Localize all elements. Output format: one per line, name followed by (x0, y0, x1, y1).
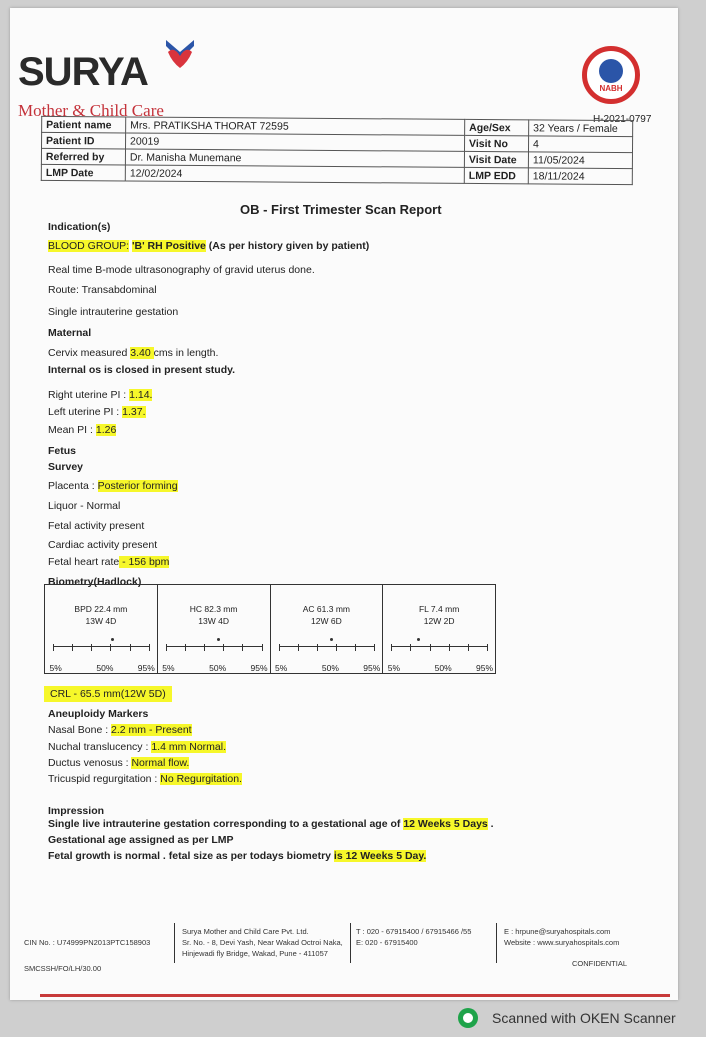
cardiac-activity-line: Cardiac activity present (48, 539, 158, 551)
fetus-heading: Fetus (48, 445, 77, 457)
patient-name: Mrs. PRATIKSHA THORAT 72595 (126, 117, 465, 135)
scale-tick (223, 644, 224, 651)
indications-heading: Indication(s) (48, 221, 111, 233)
percentile-scale (166, 646, 262, 647)
percentile-label: 95% (137, 663, 155, 673)
cin-number: CIN No. : U74999PN2013PTC158903 (24, 938, 151, 947)
tricuspid-line: Tricuspid regurgitation : No Regurgitation. (48, 773, 242, 785)
biometry-value: HC 82.3 mm 13W 4D (189, 604, 238, 626)
patient-id-label: Patient ID (42, 132, 126, 149)
report-title: OB - First Trimester Scan Report (240, 202, 442, 217)
placenta-line: Placenta : Posterior forming (48, 480, 178, 492)
brand-subtitle: Mother & Child Care (18, 101, 164, 120)
contact-web: E : hrpune@suryahospitals.com Website : www.suryahospitals.com (504, 927, 620, 947)
scale-tick (53, 644, 54, 651)
impression-line-1: Single live intrauterine gestation corresponding to a gestational age of 12 Weeks 5 Days . (48, 818, 494, 830)
biometry-cell (45, 585, 158, 673)
scale-tick (149, 644, 150, 651)
percentile-marker (217, 638, 220, 641)
visit-date-label: Visit Date (464, 151, 528, 167)
percentile-label: 50% (434, 663, 452, 673)
scale-tick (185, 644, 186, 651)
patient-info-table (41, 116, 633, 185)
lmp-date: 12/02/2024 (125, 165, 464, 183)
report-page (10, 8, 678, 1000)
realtime-line: Real time B-mode ultrasonography of gravid uterus done. (48, 264, 315, 276)
biometry-cell (158, 585, 271, 673)
fetal-heart-rate-line: Fetal heart rate - 156 bpm (48, 556, 170, 568)
percentile-label: 5% (49, 663, 62, 673)
biometry-cell (383, 585, 495, 673)
impression-heading: Impression (48, 805, 105, 817)
scale-tick (430, 644, 431, 651)
percentile-label: 5% (274, 663, 288, 673)
aneuploidy-heading: Aneuploidy Markers (48, 708, 149, 720)
form-code: SMCSSH/FO/LH/30.00 (24, 964, 102, 973)
scale-tick (72, 644, 73, 651)
contact-phone: T : 020 - 67915400 / 67915466 /55 E: 020 - 67915400 (356, 927, 472, 947)
scale-tick (166, 644, 167, 651)
scale-tick (91, 644, 92, 651)
referred-by: Dr. Manisha Munemane (125, 149, 464, 167)
scale-tick (487, 644, 488, 651)
scale-tick (110, 644, 111, 651)
blood-group-line: BLOOD GROUP: 'B' RH Positive (As per history given by patient) (48, 240, 370, 252)
crl-line: CRL - 65.5 mm(12W 5D) (44, 686, 172, 702)
visit-date: 11/05/2024 (528, 152, 632, 169)
ductus-venosus-line: Ductus venosus : Normal flow. (48, 757, 190, 769)
nuchal-line: Nuchal translucency : 1.4 mm Normal. (48, 741, 226, 753)
nabh-emblem-icon (599, 59, 623, 83)
footer-stripe (40, 994, 670, 997)
percentile-label: 95% (475, 663, 493, 673)
scale-tick (410, 644, 411, 651)
percentile-label: 50% (321, 663, 339, 673)
scale-tick (204, 644, 205, 651)
percentile-label: 95% (250, 663, 268, 673)
scale-tick (374, 644, 375, 651)
percentile-scale (279, 646, 375, 647)
fetal-activity-line: Fetal activity present (48, 520, 145, 532)
percentile-label: 50% (96, 663, 114, 673)
scale-tick (336, 644, 337, 651)
scale-tick (355, 644, 356, 651)
mean-pi-line: Mean PI : 1.26 (48, 424, 117, 436)
nabh-seal: NABH (582, 46, 640, 104)
company-address: Surya Mother and Child Care Pvt. Ltd. Sr. No. - 8, Devi Yash, Near Wakad Octroi Naka, Hinjewadi fly Bridge, Wakad, Pune - 411057 (182, 927, 343, 958)
scanner-logo-icon (458, 1008, 478, 1028)
route-line: Route: Transabdominal (48, 284, 157, 296)
internal-os-line: Internal os is closed in present study. (48, 364, 236, 376)
percentile-scale (53, 646, 149, 647)
lmp-edd: 18/11/2024 (528, 168, 632, 185)
scanner-watermark: Scanned with OKEN Scanner (458, 1008, 676, 1028)
percentile-marker (330, 638, 333, 641)
impression-line-2: Gestational age assigned as per LMP (48, 834, 234, 846)
biometry-value: FL 7.4 mm 12W 2D (418, 604, 460, 626)
percentile-marker (417, 638, 420, 641)
scale-tick (449, 644, 450, 651)
blood-group-value: 'B' RH Positive (132, 240, 206, 252)
biometry-value: BPD 22.4 mm 13W 4D (74, 604, 128, 626)
visit-no-label: Visit No (464, 135, 528, 151)
nasal-bone-line: Nasal Bone : 2.2 mm - Present (48, 724, 192, 736)
heart-logo-icon (162, 36, 198, 70)
scale-tick (242, 644, 243, 651)
registration-number: H-2021-0797 (593, 114, 652, 125)
gestation-line: Single intrauterine gestation (48, 306, 179, 318)
cervix-line: Cervix measured 3.40 cms in length. (48, 347, 219, 359)
biometry-heading: Biometry(Hadlock) (48, 576, 142, 588)
scale-tick (391, 644, 392, 651)
percentile-label: 5% (387, 663, 401, 673)
right-pi-line: Right uterine PI : 1.14. (48, 389, 153, 401)
percentile-marker (111, 638, 114, 641)
impression-line-3: Fetal growth is normal . fetal size as per todays biometry is 12 Weeks 5 Day. (48, 850, 427, 862)
referred-by-label: Referred by (41, 148, 125, 165)
scale-tick (317, 644, 318, 651)
age-sex: 32 Years / Female (529, 120, 633, 137)
lmp-date-label: LMP Date (41, 164, 125, 181)
maternal-heading: Maternal (48, 327, 92, 339)
biometry-table (44, 584, 496, 674)
age-sex-label: Age/Sex (465, 119, 529, 135)
liquor-line: Liquor - Normal (48, 500, 121, 512)
confidential-label: CONFIDENTIAL (572, 959, 628, 968)
survey-heading: Survey (48, 461, 84, 473)
patient-id: 20019 (126, 133, 465, 151)
scale-tick (279, 644, 280, 651)
percentile-label: 50% (209, 663, 227, 673)
scale-tick (468, 644, 469, 651)
percentile-label: 95% (363, 663, 381, 673)
visit-no: 4 (528, 136, 632, 153)
biometry-value: AC 61.3 mm 12W 6D (302, 604, 350, 626)
brand-logo: SURYA (18, 50, 148, 94)
scale-tick (262, 644, 263, 651)
biometry-cell (271, 585, 384, 673)
left-pi-line: Left uterine PI : 1.37. (48, 406, 146, 418)
patient-name-label: Patient name (42, 116, 126, 133)
percentile-label: 5% (162, 663, 175, 673)
scale-tick (130, 644, 131, 651)
scale-tick (298, 644, 299, 651)
percentile-scale (391, 646, 487, 647)
lmp-edd-label: LMP EDD (464, 167, 528, 183)
